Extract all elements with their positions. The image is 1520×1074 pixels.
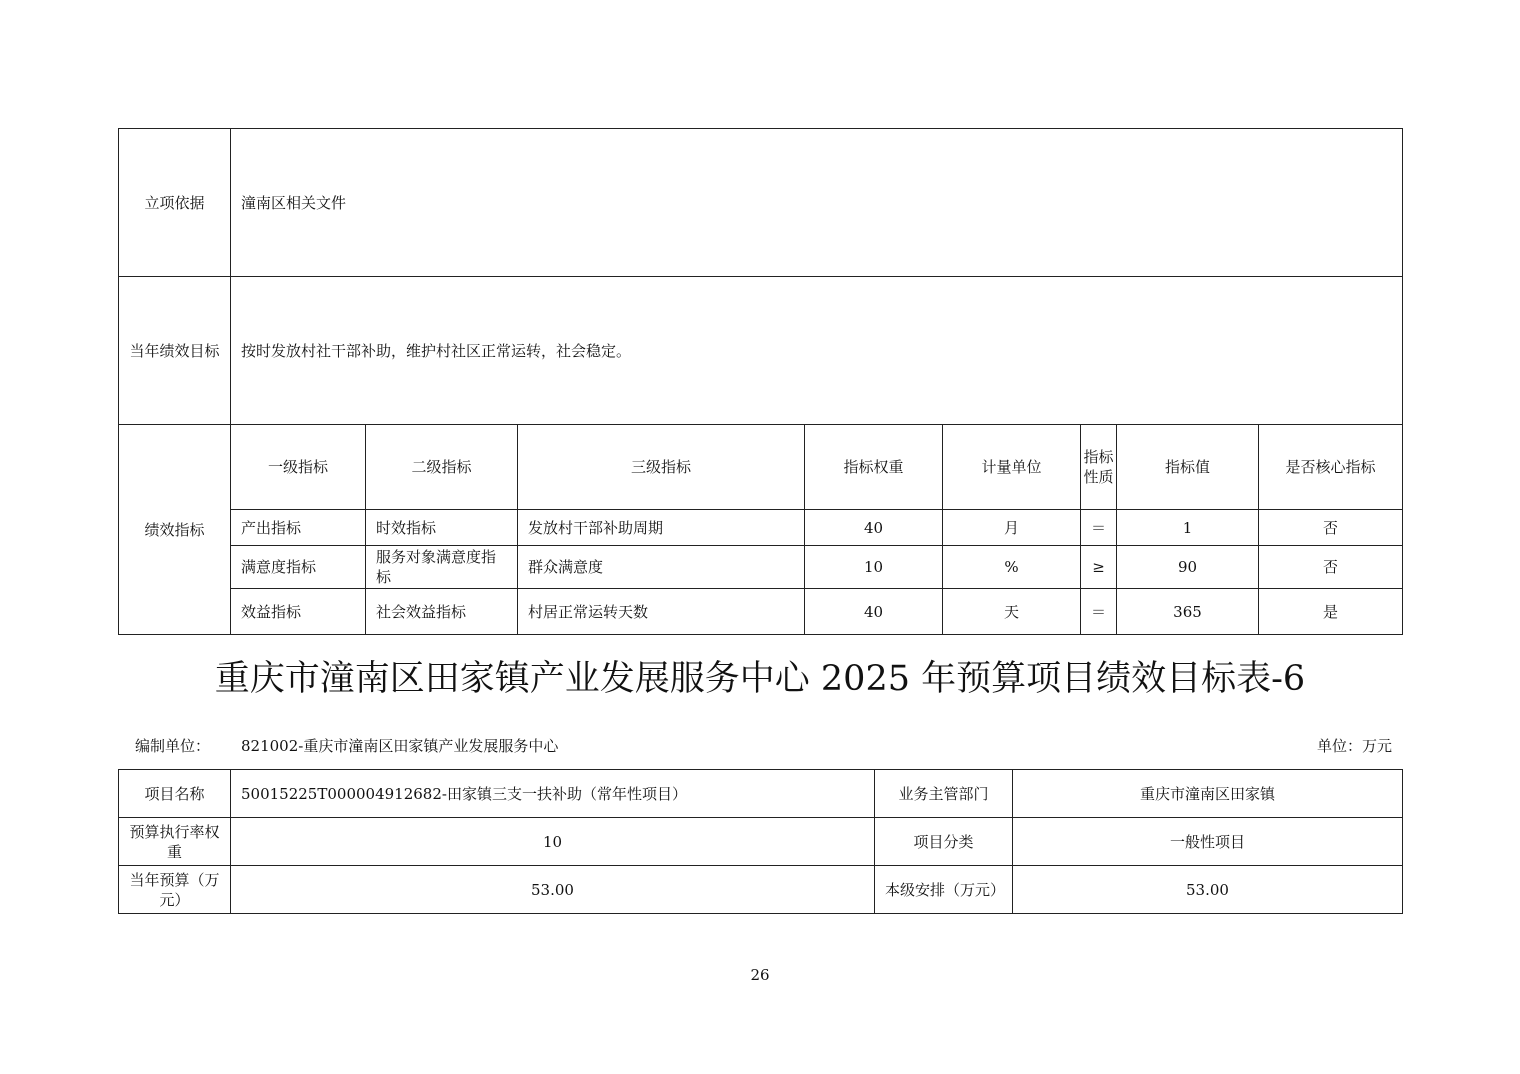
row-value: 90 (1117, 546, 1259, 589)
header-nature: 指标性质 (1081, 425, 1117, 510)
indicators-label: 绩效指标 (119, 425, 231, 635)
header-core: 是否核心指标 (1259, 425, 1403, 510)
basis-value: 潼南区相关文件 (231, 129, 1403, 277)
project-name-label: 项目名称 (119, 770, 231, 818)
project-name-value: 50015225T000004912682-田家镇三支一扶补助（常年性项目） (231, 770, 875, 818)
row-level2: 社会效益指标 (366, 589, 518, 635)
local-budget-label: 本级安排（万元） (875, 866, 1013, 914)
dept-label: 业务主管部门 (875, 770, 1013, 818)
budget-value: 53.00 (231, 866, 875, 914)
row-value: 365 (1117, 589, 1259, 635)
row-level3: 村居正常运转天数 (518, 589, 805, 635)
row-level1: 满意度指标 (231, 546, 366, 589)
row-level2: 时效指标 (366, 510, 518, 546)
page-number: 26 (750, 966, 770, 984)
header-level1: 一级指标 (231, 425, 366, 510)
goal-label: 当年绩效目标 (119, 277, 231, 425)
exec-weight-label: 预算执行率权重 (119, 818, 231, 866)
category-value: 一般性项目 (1013, 818, 1403, 866)
row-unit: % (943, 546, 1081, 589)
row-core: 否 (1259, 546, 1403, 589)
row-level1: 产出指标 (231, 510, 366, 546)
performance-indicator-table (118, 128, 1403, 635)
row-nature: ≥ (1081, 546, 1117, 589)
row-level1: 效益指标 (231, 589, 366, 635)
goal-value: 按时发放村社干部补助，维护村社区正常运转，社会稳定。 (231, 277, 1403, 425)
header-level3: 三级指标 (518, 425, 805, 510)
row-core: 是 (1259, 589, 1403, 635)
header-weight: 指标权重 (805, 425, 943, 510)
row-unit: 天 (943, 589, 1081, 635)
local-budget-value: 53.00 (1013, 866, 1403, 914)
budget-label: 当年预算（万元） (119, 866, 231, 914)
row-nature: ＝ (1081, 510, 1117, 546)
header-unit: 计量单位 (943, 425, 1081, 510)
row-weight: 40 (805, 589, 943, 635)
row-unit: 月 (943, 510, 1081, 546)
dept-value: 重庆市潼南区田家镇 (1013, 770, 1403, 818)
row-weight: 40 (805, 510, 943, 546)
table-row (119, 546, 1403, 589)
row-value: 1 (1117, 510, 1259, 546)
header-value: 指标值 (1117, 425, 1259, 510)
row-weight: 10 (805, 546, 943, 589)
row-level3: 群众满意度 (518, 546, 805, 589)
org-label: 编制单位： (135, 737, 211, 755)
category-label: 项目分类 (875, 818, 1013, 866)
table-row (119, 510, 1403, 546)
basis-label: 立项依据 (119, 129, 231, 277)
header-level2: 二级指标 (366, 425, 518, 510)
row-level3: 发放村干部补助周期 (518, 510, 805, 546)
org-value: 821002-重庆市潼南区田家镇产业发展服务中心 (241, 737, 559, 755)
page-title: 重庆市潼南区田家镇产业发展服务中心 2025 年预算项目绩效目标表-6 (214, 659, 1306, 699)
row-level2: 服务对象满意度指标 (366, 546, 518, 589)
row-nature: ＝ (1081, 589, 1117, 635)
unit-label: 单位：万元 (1316, 737, 1392, 755)
exec-weight-value: 10 (231, 818, 875, 866)
table-row (119, 589, 1403, 635)
row-core: 否 (1259, 510, 1403, 546)
project-info-table (118, 769, 1403, 914)
